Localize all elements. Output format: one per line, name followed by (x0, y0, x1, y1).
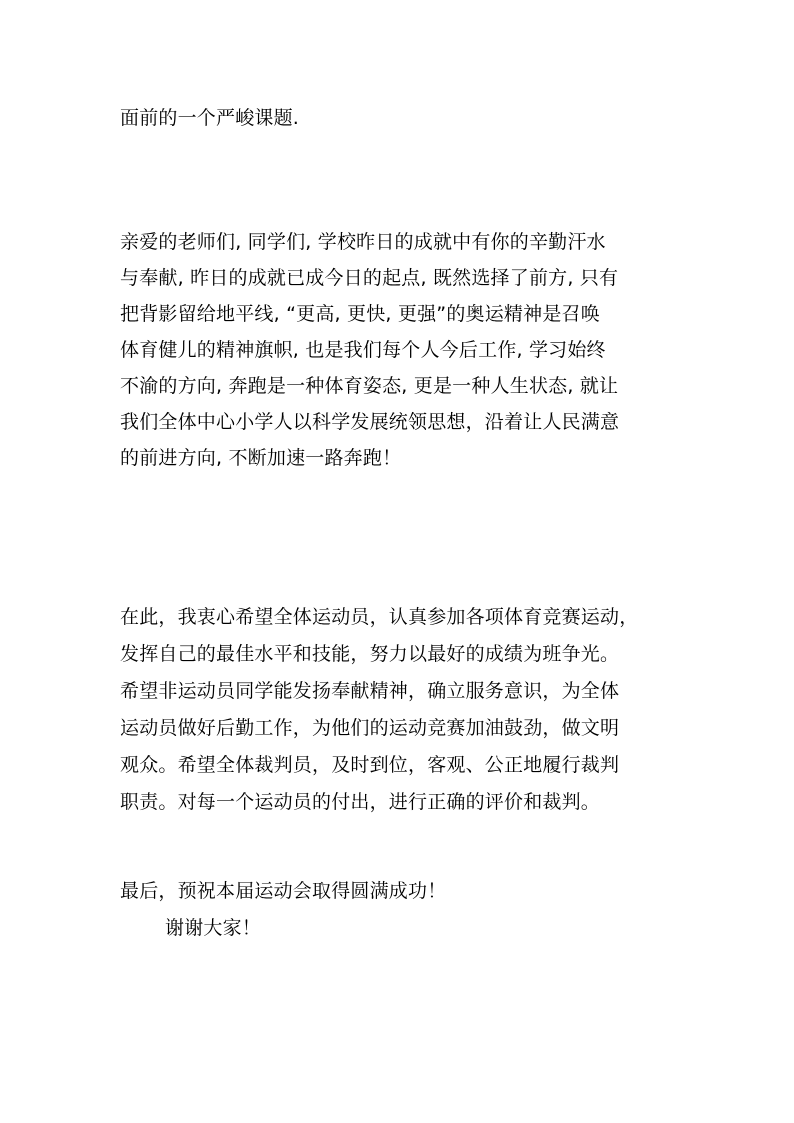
text-line: 在此，我衷心希望全体运动员，认真参加各项体育竞赛运动， (120, 606, 639, 628)
text-line: 运动员做好后勤工作，为他们的运动竞赛加油鼓劲，做文明 (120, 717, 620, 739)
text-line: 发挥自己的最佳水平和技能，努力以最好的成绩为班争光。 (120, 643, 620, 665)
text-line: 与奉献, 昨日的成就已成今日的起点, 既然选择了前方, 只有 (120, 267, 619, 289)
text-line: 观众。希望全体裁判员，及时到位，客观、公正地履行裁判 (120, 754, 620, 776)
text-line: 谢谢大家！ (165, 917, 262, 939)
text-line: 我们全体中心小学人以科学发展统领思想，沿着让人民满意 (120, 411, 620, 433)
text-line: 的前进方向, 不断加速一路奔跑！ (120, 447, 402, 469)
text-line: 不渝的方向, 奔跑是一种体育姿态, 更是一种人生状态, 就让 (120, 375, 619, 397)
text-line: 希望非运动员同学能发扬奉献精神，确立服务意识，为全体 (120, 680, 620, 702)
text-line: 面前的一个严峻课题. (120, 107, 300, 129)
text-line: 把背影留给地平线, “更高, 更快, 更强”的奥运精神是召唤 (120, 303, 600, 325)
text-line: 亲爱的老师们, 同学们, 学校昨日的成就中有你的辛勤汗水 (120, 231, 606, 253)
text-line: 最后，预祝本届运动会取得圆满成功！ (120, 880, 447, 902)
text-line: 职责。对每一个运动员的付出，进行正确的评价和裁判。 (120, 791, 601, 813)
text-line: 体育健儿的精神旗帜, 也是我们每个人今后工作, 学习始终 (120, 339, 606, 361)
